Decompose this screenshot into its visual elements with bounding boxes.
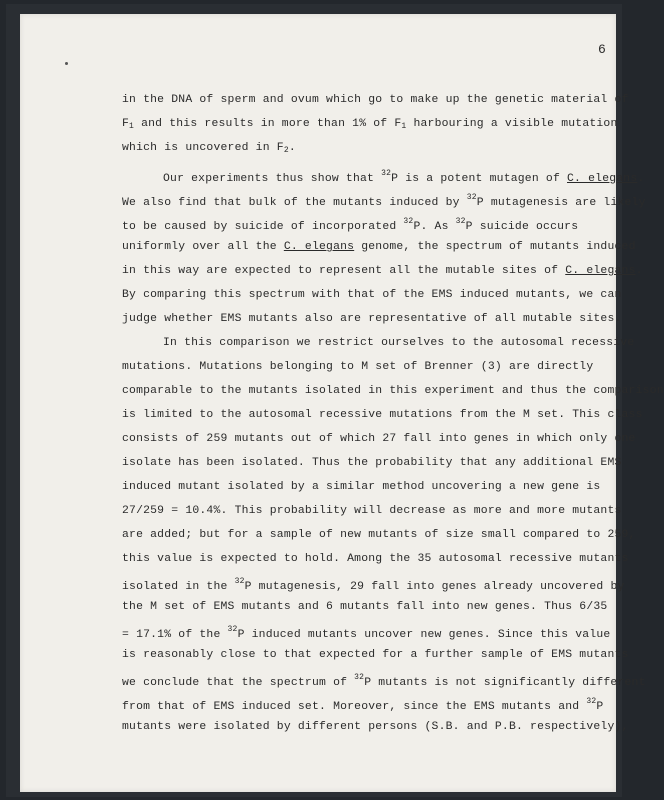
text-line-1: in the DNA of sperm and ovum which go to make up the genetic material of (122, 94, 629, 106)
text-line-3: which is uncovered in $F_2$. (122, 142, 296, 155)
text-line-18: 27/259 = 10.4%. This probability will decrease as more and more mutants (122, 505, 622, 517)
text-line-14: is limited to the autosomal recessive mutations from the M set. This class (122, 409, 643, 421)
text-line-4: Our experiments thus show that $^{32}$P is a potent mutagen of C. elegans. (163, 169, 645, 185)
text-line-6: to be caused by suicide of incorporated $^{32}$P. As $^{32}$P suicide occurs (122, 217, 579, 233)
text-line-26: from that of EMS induced set. Moreover, since the EMS mutants and $^{32}$P (122, 697, 604, 713)
text-line-15: consists of 259 mutants out of which 27 fall into genes in which only one (122, 433, 636, 445)
text-line-24: is reasonably close to that expected for a further sample of EMS mutants (122, 649, 629, 661)
text-line-9: By comparing this spectrum with that of the EMS induced mutants, we can (122, 289, 622, 301)
typed-page (20, 14, 664, 792)
page-number: 6 (598, 42, 606, 57)
scan-frame (6, 4, 664, 797)
text-line-17: induced mutant isolated by a similar method uncovering a new gene is (122, 481, 601, 493)
text-line-8: in this way are expected to represent all the mutable sites of C. elegans. (122, 265, 643, 277)
text-line-2: $F_1$ and this results in more than 1% of $F_1$ harbouring a visible mutation (122, 118, 618, 131)
text-line-27: mutants were isolated by different persons (S.B. and P.B. respectively), (122, 721, 629, 733)
text-line-19: are added; but for a sample of new mutants of size small compared to 259, (122, 529, 636, 541)
text-line-5: We also find that bulk of the mutants induced by $^{32}$P mutagenesis are likely (122, 193, 646, 209)
text-line-25: we conclude that the spectrum of $^{32}$P mutants is not significantly different (122, 673, 646, 689)
species-name: C. elegans (567, 173, 638, 185)
text-line-21: isolated in the $^{32}$P mutagenesis, 29 fall into genes already uncovered by (122, 577, 625, 593)
text-line-20: this value is expected to hold. Among the 35 autosomal recessive mutants (122, 553, 629, 565)
text-line-12: mutations. Mutations belonging to M set of Brenner (3) are directly (122, 361, 594, 373)
text-line-11: In this comparison we restrict ourselves to the autosomal recessive (163, 337, 635, 349)
text-line-13: comparable to the mutants isolated in this experiment and thus the comparison (122, 385, 664, 397)
text-line-7: uniformly over all the C. elegans genome, the spectrum of mutants induced (122, 241, 636, 253)
paper-speck (65, 62, 68, 65)
species-name: C. elegans (565, 265, 636, 277)
text-line-23: = 17.1% of the $^{32}$P induced mutants uncover new genes. Since this value (122, 625, 611, 641)
text-line-16: isolate has been isolated. Thus the probability that any additional EMS (122, 457, 622, 469)
text-line-10: judge whether EMS mutants also are representative of all mutable sites. (122, 313, 622, 325)
species-name: C. elegans (283, 241, 355, 253)
text-line-22: the M set of EMS mutants and 6 mutants fall into new genes. Thus 6/35 (122, 601, 608, 613)
